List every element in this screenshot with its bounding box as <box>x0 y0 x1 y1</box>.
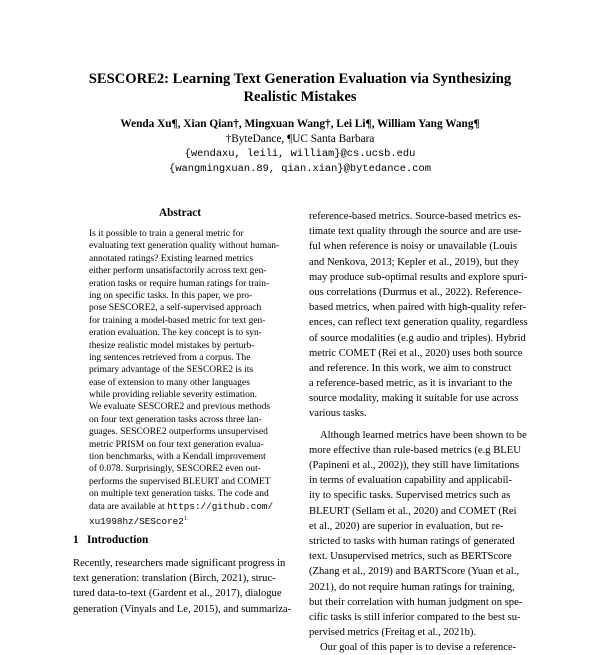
section-number: 1 <box>73 534 79 546</box>
body-line: cific tasks is still inferior compared to the best su- <box>309 611 521 623</box>
body-line: based metrics, when paired with high-quality refer- <box>309 302 527 314</box>
abstract-line: of 0.078. Surprisingly, SESCORE2 even out- <box>89 464 261 475</box>
abstract-line: primary advantage of the SESCORE2 is its <box>89 365 254 376</box>
email-line-1: {wendaxu, leili, william}@cs.ucsb.edu <box>184 148 416 160</box>
body-line: may produce sub-optimal results and explore spuri- <box>309 271 528 283</box>
affiliations: †ByteDance, ¶UC Santa Barbara <box>225 133 375 145</box>
abstract-line: thesize realistic model mistakes by perturb- <box>89 340 255 351</box>
abstract-line: eration tasks or require human ratings for train- <box>89 278 270 289</box>
abstract-line: ease of extension to many other languages <box>89 377 250 388</box>
introduction-body <box>73 556 298 617</box>
body-line: Our goal of this paper is to devise a reference- <box>320 642 517 654</box>
abstract-line: on four text generation tasks across three lan- <box>89 414 262 425</box>
body-line: ous correlations (Durmus et al., 2022). Reference- <box>309 286 522 298</box>
body-line: et al., 2020) are superior in evaluation, but re- <box>309 520 504 532</box>
body-line: of source modalities (e.g audio and triples). Hybrid <box>309 332 526 344</box>
body-line: and reference. In this work, we aim to construct <box>309 362 512 374</box>
abstract-line: Is it possible to train a general metric for <box>89 229 244 239</box>
right-column-body <box>309 209 534 655</box>
abstract-line: performs the supervised BLEURT and COMET <box>89 476 271 487</box>
code-url-link-continued[interactable]: xu1998hz/SEScore2 <box>89 516 184 528</box>
body-line: text. Unsupervised metrics, such as BERTScore <box>309 551 512 563</box>
section-title: Introduction <box>87 534 149 546</box>
abstract-line: while providing reliable severity estimation. <box>89 390 258 401</box>
abstract-line: eration evaluation. The key concept is to syn- <box>89 328 262 339</box>
body-line: a reference-based metric, as it is invariant to the <box>309 378 513 390</box>
abstract-body <box>89 228 289 528</box>
paper-title <box>40 70 560 106</box>
email-line-2: {wangmingxuan.89, qian.xian}@bytedance.com <box>169 163 431 175</box>
body-line: source modality, making it suitable for use across <box>309 393 519 405</box>
body-line: metric COMET (Rei et al., 2020) uses both source <box>309 347 523 359</box>
intro-line: text generation: translation (Birch, 2021), struc- <box>73 573 276 585</box>
abstract-line: tion benchmarks, with a Kendall improvement <box>89 452 266 463</box>
abstract-line: pose SESCORE2, a self-supervised approach <box>89 303 262 314</box>
abstract-line-url-end <box>89 513 289 528</box>
abstract-heading: Abstract <box>158 207 202 219</box>
code-url-link[interactable]: https://github.com/ <box>167 500 274 512</box>
abstract-line: for training a model-based metric for text gen- <box>89 315 266 326</box>
body-line: ful when reference is noisy or unavailable (Louis <box>309 241 517 253</box>
abstract-line: We evaluate SESCORE2 and previous methods <box>89 402 271 413</box>
body-line: BLEURT (Sellam et al., 2020) and COMET (Rei <box>309 505 517 517</box>
abstract-line: evaluating text generation quality without human- <box>89 241 280 252</box>
body-line: in terms of evaluation capability and applicabil- <box>309 475 512 487</box>
abstract-line: guages. SESCORE2 outperforms unsupervised <box>89 427 268 438</box>
abstract-line: metric PRISM on four text generation evalua- <box>89 439 264 450</box>
abstract-line: annotated ratings? Existing learned metrics <box>89 253 254 264</box>
body-line: 2021), do not require human ratings for training, <box>309 581 515 593</box>
body-line: ences, can reflect text generation quality, regardless <box>309 317 528 329</box>
abstract-line: ing on specific tasks. In this paper, we pro- <box>89 290 253 301</box>
abstract-line-with-url <box>89 501 289 513</box>
body-line: but their correlation with human judgment on spe- <box>309 596 523 608</box>
abstract-line: ing sentences retrieved from a corpus. The <box>89 352 251 363</box>
abstract-line: data are available at <box>89 501 168 512</box>
body-line: more effective than rule-based metrics (e.g BLEU <box>309 444 521 456</box>
body-line: and Nenkova, 2013; Kepler et al., 2019), but they <box>309 256 520 268</box>
intro-line: generation (Vinyals and Le, 2015), and summariza- <box>73 603 292 615</box>
body-line: various tasks. <box>309 408 367 420</box>
abstract-line: either perform unsatisfactorily across text gen- <box>89 266 267 277</box>
body-line: timate text quality through the source and are use- <box>309 226 522 238</box>
introduction-heading <box>73 533 148 547</box>
body-line: Although learned metrics have been shown to be <box>320 429 527 441</box>
author-list: Wenda Xu¶, Xian Qian†, Mingxuan Wang†, Lei Li¶, William Yang Wang¶ <box>120 118 480 130</box>
intro-line: tured data-to-text (Gardent et al., 2017), dialogue <box>73 588 282 600</box>
body-line: reference-based metrics. Source-based metrics es- <box>309 211 522 222</box>
body-line: stricted to tasks with human ratings of generated <box>309 535 515 547</box>
body-line: ity to specific tasks. Supervised metrics such as <box>309 490 511 502</box>
footnote-marker: 1. <box>183 514 189 522</box>
title-line-2: Realistic Mistakes <box>243 89 357 105</box>
intro-line: Recently, researchers made significant progress in <box>73 558 286 569</box>
body-line: (Papineni et al., 2002)), they still have limitations <box>309 460 520 471</box>
abstract-line: on multiple text generation tasks. The code and <box>89 489 269 500</box>
title-line-1: SESCORE2: Learning Text Generation Evaluation via Synthesizing <box>88 71 512 87</box>
body-line: pervised metrics (Freitag et al., 2021b). <box>309 627 477 639</box>
body-line: (Zhang et al., 2019) and BARTScore (Yuan et al., <box>309 566 520 578</box>
